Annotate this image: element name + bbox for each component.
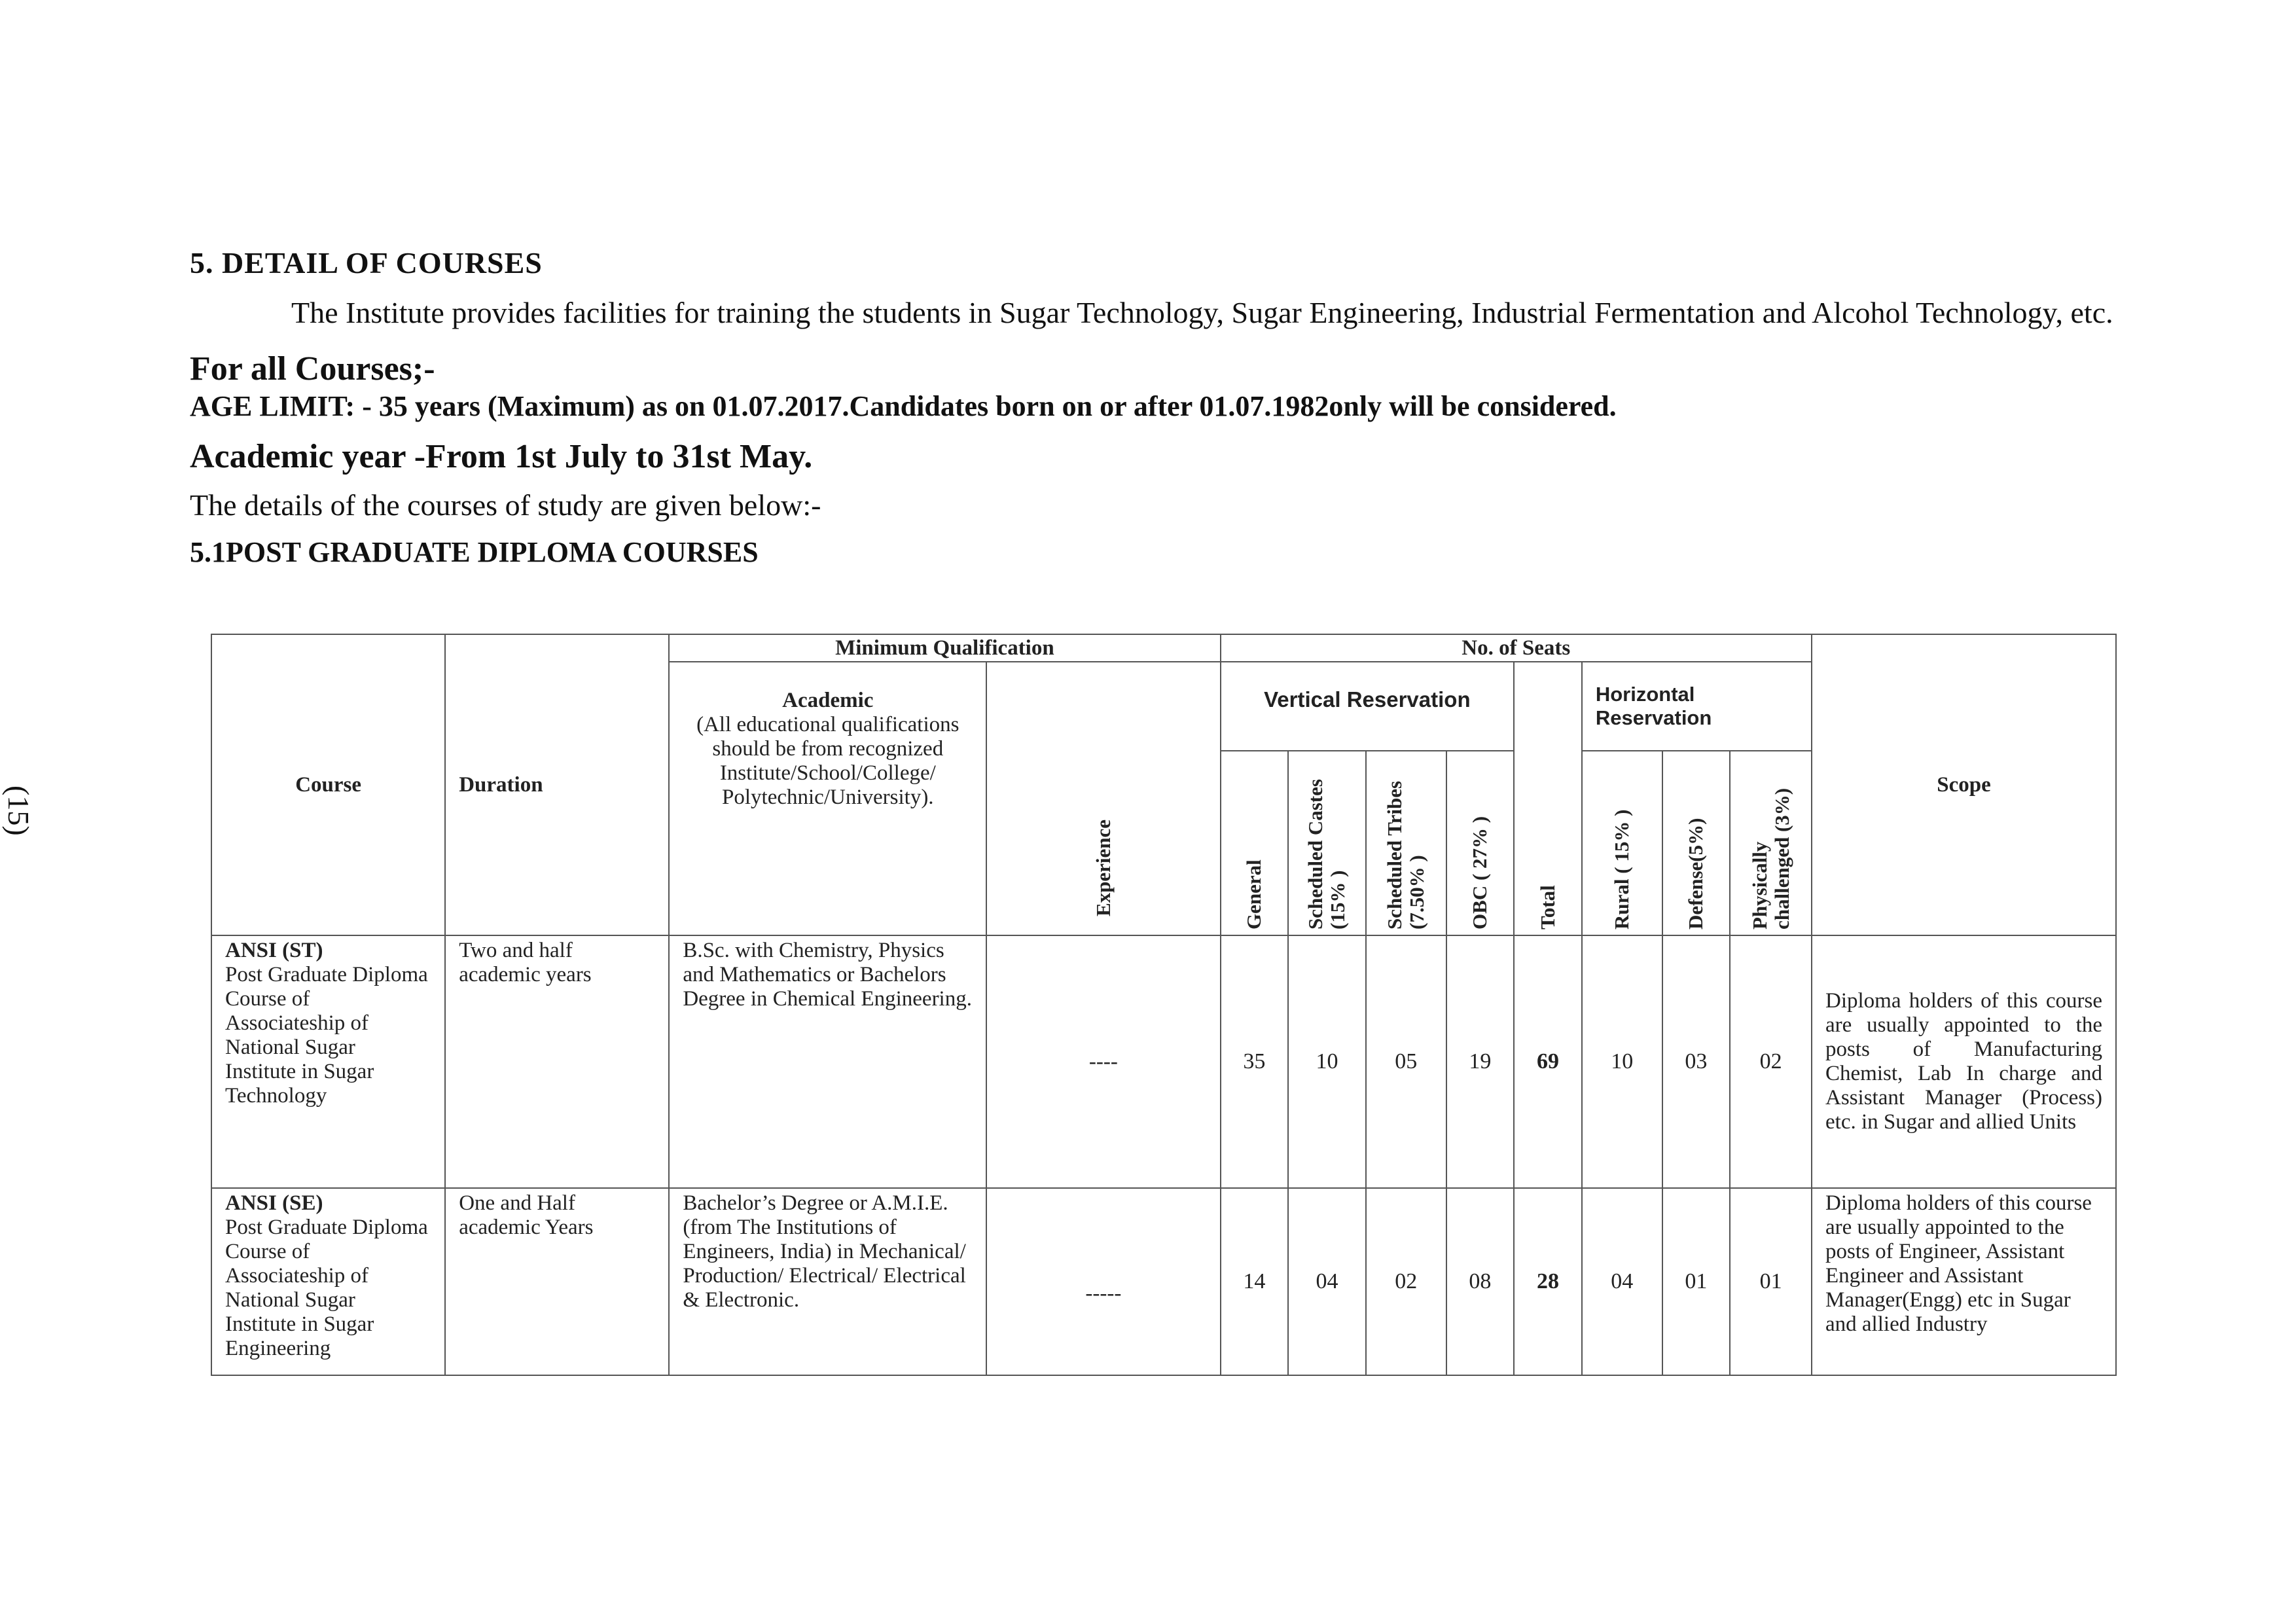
header-scheduled-tribes: [1366, 751, 1446, 935]
defense-cell: 03: [1662, 935, 1731, 1188]
st-line1: Scheduled Tribes: [1383, 780, 1407, 929]
ph-cell: 02: [1730, 935, 1812, 1188]
ph-line2: challenged (3%): [1770, 787, 1793, 929]
obc-cell: 19: [1446, 935, 1515, 1188]
course-name: Post Graduate Diploma Course of Associateship of National Sugar Institute in Sugar Technology: [225, 963, 428, 1108]
experience-cell: ----: [986, 935, 1220, 1188]
header-course: Course: [211, 634, 445, 935]
sc-cell: 04: [1288, 1188, 1366, 1375]
age-limit: AGE LIMIT: - 35 years (Maximum) as on 01.07.2017.Candidates born on or after 01.07.1982only will be considered.: [190, 390, 1617, 422]
course-name: Post Graduate Diploma Course of Associateship of National Sugar Institute in Sugar Engineering: [225, 1216, 428, 1360]
total-label: Total: [1536, 885, 1560, 929]
header-duration: Duration: [445, 634, 669, 935]
academic-cell: Bachelor’s Degree or A.M.I.E.(from The Institutions of Engineers, India) in Mechanical/ Production/ Electrical/ Electrical & Electronic.: [669, 1188, 986, 1375]
header-horizontal-reservation: Horizontal Reservation: [1582, 662, 1812, 751]
header-no-of-seats: No. of Seats: [1221, 634, 1812, 662]
course-code: ANSI (SE): [225, 1191, 323, 1215]
ph-line1: Physically: [1748, 841, 1771, 929]
header-defense: [1662, 751, 1731, 935]
scope-cell: Diploma holders of this course are usually appointed to the posts of Engineer, Assistant Engineer and Assistant Manager(Engg) etc in Sugar and allied Industry: [1812, 1188, 2116, 1375]
table-row: [211, 1188, 2116, 1375]
obc-label: OBC ( 27% ): [1468, 816, 1492, 929]
intro-paragraph: The Institute provides facilities for training the students in Sugar Technology, Sugar Engineering, Industrial Fermentation and Alcohol Technology, etc.: [291, 296, 2113, 329]
header-vertical-reservation: Vertical Reservation: [1221, 662, 1515, 751]
header-obc: [1446, 751, 1515, 935]
total-cell: 69: [1514, 935, 1582, 1188]
scope-cell: Diploma holders of this course are usually appointed to the posts of Manufacturing Chemist, Lab In charge and Assistant Manager (Process) etc. in Sugar and allied Units: [1812, 935, 2116, 1188]
general-cell: 35: [1221, 935, 1289, 1188]
courses-table: [211, 634, 2117, 1376]
course-cell: [211, 935, 445, 1188]
header-total: [1514, 662, 1582, 935]
header-minimum-qualification: Minimum Qualification: [669, 634, 1220, 662]
header-experience: [986, 662, 1220, 935]
academic-title: Academic: [782, 689, 874, 712]
st-cell: 02: [1366, 1188, 1446, 1375]
st-cell: 05: [1366, 935, 1446, 1188]
ph-label: [1749, 788, 1793, 929]
sc-label: [1304, 779, 1349, 929]
section-title: 5. DETAIL OF COURSES: [190, 246, 543, 280]
academic-note: (All educational qualifications should be from recognized Institute/School/College/ Polytechnic/University).: [696, 713, 960, 809]
total-cell: 28: [1514, 1188, 1582, 1375]
document-body: [190, 245, 2153, 588]
experience-label: Experience: [1091, 819, 1115, 916]
details-line: The details of the courses of study are given below:-: [190, 488, 821, 522]
obc-cell: 08: [1446, 1188, 1515, 1375]
st-line2: (7.50% ): [1405, 855, 1429, 929]
defense-cell: 01: [1662, 1188, 1731, 1375]
sc-line1: Scheduled Castes: [1304, 779, 1327, 929]
general-label: General: [1242, 859, 1266, 929]
ph-cell: 01: [1730, 1188, 1812, 1375]
header-general: [1221, 751, 1289, 935]
for-all-courses-heading: For all Courses;-: [190, 350, 435, 388]
duration-cell: Two and half academic years: [445, 935, 669, 1188]
defense-label: Defense(5%): [1684, 818, 1708, 929]
sc-line2: (15% ): [1326, 870, 1350, 929]
course-cell: [211, 1188, 445, 1375]
course-code: ANSI (ST): [225, 939, 323, 962]
header-rural: [1582, 751, 1662, 935]
rural-cell: 04: [1582, 1188, 1662, 1375]
general-cell: 14: [1221, 1188, 1289, 1375]
header-academic: [669, 662, 986, 935]
header-physically-challenged: [1730, 751, 1812, 935]
subsection-title: 5.1POST GRADUATE DIPLOMA COURSES: [190, 536, 759, 568]
academic-cell: B.Sc. with Chemistry, Physics and Mathematics or Bachelors Degree in Chemical Engineering.: [669, 935, 986, 1188]
header-scheduled-castes: [1288, 751, 1366, 935]
sc-cell: 10: [1288, 935, 1366, 1188]
header-scope: Scope: [1812, 634, 2116, 935]
table-row: [211, 935, 2116, 1188]
duration-cell: One and Half academic Years: [445, 1188, 669, 1375]
rural-cell: 10: [1582, 935, 1662, 1188]
st-label: [1384, 781, 1428, 929]
page-number: (15): [2, 785, 35, 836]
rural-label: Rural ( 15% ): [1610, 809, 1634, 929]
experience-cell: -----: [986, 1188, 1220, 1375]
academic-year: Academic year -From 1st July to 31st May.: [190, 438, 813, 475]
